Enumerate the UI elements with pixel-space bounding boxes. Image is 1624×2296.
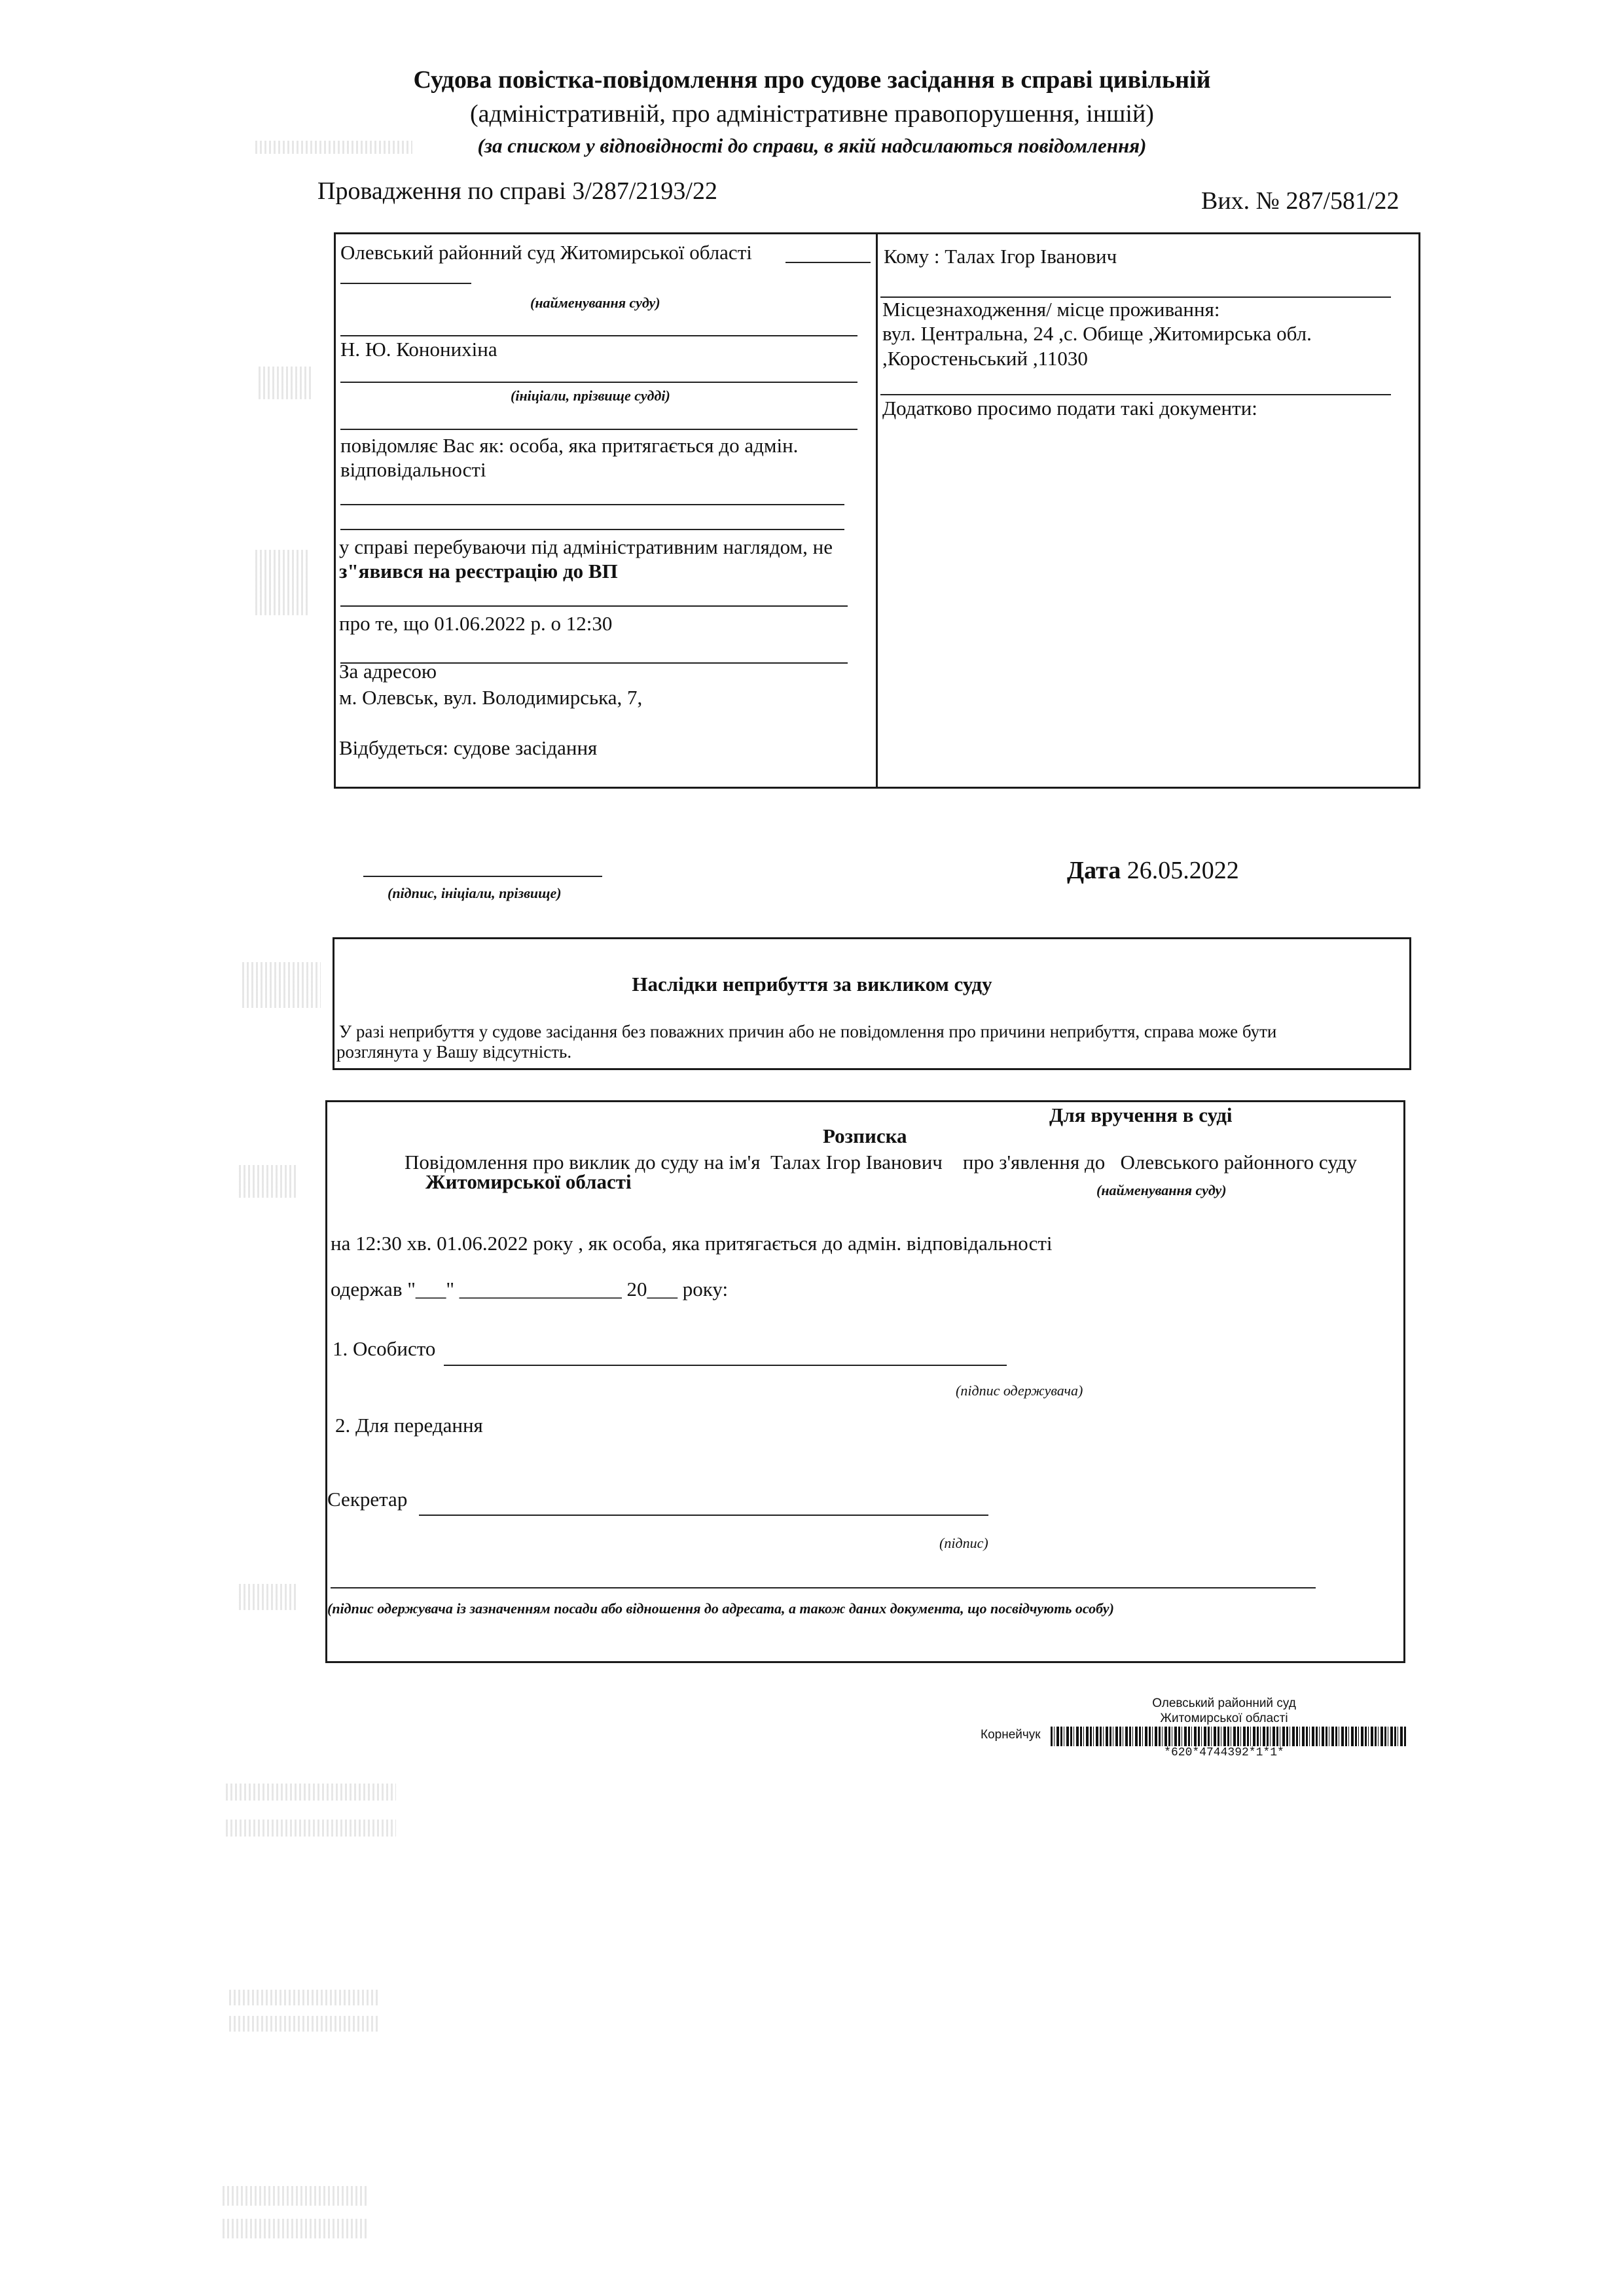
stamp-court-2: Житомирської області — [1160, 1712, 1288, 1725]
receipt-date: 01.06.2022 — [437, 1232, 528, 1255]
personally-label: 1. Особисто — [333, 1337, 436, 1360]
receipt-year-word: року , як — [533, 1232, 608, 1255]
receipt-notice-mid: про з'явлення до — [962, 1151, 1106, 1174]
hearing-address: м. Олевськ, вул. Володимирська, 7, — [339, 686, 643, 709]
receipt-datetime-line — [331, 1232, 1053, 1255]
for-transfer-label: 2. Для передання — [335, 1414, 483, 1437]
recipient-address-2: ,Коростеньський ,11030 — [882, 347, 1088, 370]
secretary-sign-caption: (підпис) — [939, 1535, 988, 1551]
hearing-time: 12:30 — [566, 612, 613, 635]
judge-line — [340, 382, 857, 383]
scan-artifact — [229, 1990, 380, 2005]
secretary-label: Секретар — [327, 1488, 408, 1511]
consequences-text-1: У разі неприбуття у судове засідання без поважних причин або не повідомлення про причини неприбуття, справа може бути — [339, 1022, 1277, 1041]
notify-line-rule-2 — [340, 529, 844, 530]
to-label: Кому : — [884, 245, 940, 268]
about-label: про те, що — [339, 612, 429, 635]
scan-artifact — [239, 1165, 298, 1198]
receipt-time-unit: хв. — [406, 1232, 432, 1255]
hearing-date: 01.06.2022 — [434, 612, 526, 635]
address-rule — [880, 394, 1391, 395]
scan-artifact — [223, 2186, 367, 2206]
consequences-text-2: розглянута у Вашу відсутність. — [336, 1042, 572, 1062]
signature-caption: (підпис, ініціали, прізвище) — [388, 885, 562, 901]
hearing-date-suffix: р. о — [530, 612, 562, 635]
notify-line — [340, 434, 798, 457]
barcode-code: *620*4744392*1*1* — [1164, 1746, 1284, 1759]
receipt-court: Олевського районного суду — [1120, 1151, 1358, 1174]
signature-line — [363, 876, 602, 877]
receipt-title: Розписка — [823, 1124, 907, 1147]
event-label: Відбудеться: — [339, 736, 449, 759]
issue-date-line — [1067, 856, 1239, 885]
received-line: одержав "___" ________________ 20___ року: — [331, 1278, 729, 1300]
footer-caption: (підпис одержувача із зазначенням посади або відношення до адресата, а також даних документа, що посвідчують особу) — [327, 1600, 1114, 1617]
document-subtitle: (адміністративній, про адміністративне правопорушення, іншій) — [470, 100, 1154, 128]
hearing-datetime-line — [339, 612, 612, 636]
case-text-1: у справі перебуваючи під адміністративним наглядом, не — [339, 535, 833, 558]
judge-name: Н. Ю. Кононихіна — [340, 338, 497, 361]
recipient-line — [884, 245, 1117, 268]
scan-artifact — [223, 2219, 367, 2238]
consequences-title: Наслідки неприбуття за викликом суду — [632, 973, 992, 996]
court-name-underline — [785, 262, 871, 263]
documents-label: Додатково просимо подати такі документи: — [882, 397, 1257, 420]
stamp-court-1: Олевський районний суд — [1152, 1696, 1296, 1710]
stamp-clerk: Корнейчук — [981, 1728, 1041, 1742]
document-title: Судова повістка-повідомлення про судове засідання в справі цивільній — [413, 66, 1211, 94]
receipt-court-caption: (найменування суду) — [1096, 1182, 1227, 1198]
recipient-address-1: вул. Центральна, 24 ,с. Обище ,Житомирська обл. — [882, 322, 1312, 345]
event-value: судове засідання — [453, 736, 598, 759]
case-number: 3/287/2193/22 — [572, 177, 717, 205]
footer-signature-line — [331, 1587, 1316, 1588]
court-name: Олевський районний суд Житомирської області — [340, 241, 752, 264]
event-line — [339, 736, 597, 760]
court-caption: (найменування суду) — [530, 295, 660, 311]
personally-signature-line — [444, 1365, 1007, 1366]
recipient-name: Талах Ігор Іванович — [945, 245, 1117, 268]
issue-date: 26.05.2022 — [1127, 857, 1239, 884]
notify-line-rule — [340, 504, 844, 505]
court-name-underline-2 — [340, 283, 471, 284]
case-label: Провадження по справі — [317, 177, 566, 205]
receipt-notice-prefix: Повідомлення про виклик до суду на ім'я — [405, 1151, 761, 1174]
barcode — [1051, 1727, 1407, 1746]
column-divider — [876, 232, 878, 789]
notify-role: особа, яка притягається до адмін. — [509, 434, 799, 457]
notify-label: повідомляє Вас як: — [340, 434, 505, 457]
secretary-signature-line — [419, 1515, 988, 1516]
receipt-person-name: Талах Ігор Іванович — [770, 1151, 943, 1174]
notify-role-continued: відповідальності — [340, 458, 486, 481]
outgoing-number-line — [1201, 187, 1399, 215]
date-label: Дата — [1067, 857, 1121, 884]
scan-artifact — [255, 550, 308, 615]
for-court-label: Для вручення в суді — [1049, 1103, 1233, 1126]
address-label: За адресою — [339, 660, 437, 683]
recipient-signature-caption: (підпис одержувача) — [956, 1382, 1083, 1399]
document-note: (за списком у відповідності до справи, в якій надсилаються повідомлення) — [477, 134, 1147, 157]
case-text-rule — [340, 605, 848, 607]
location-label: Місцезнаходження/ місце проживання: — [882, 298, 1220, 321]
scan-artifact — [259, 367, 311, 399]
receipt-region: Житомирської області — [425, 1170, 632, 1193]
scan-artifact — [226, 1784, 396, 1801]
case-line — [317, 177, 717, 206]
outgoing-number: 287/581/22 — [1286, 187, 1399, 215]
scan-artifact — [239, 1584, 298, 1610]
receipt-role: особа, яка притягається до адмін. відповідальності — [612, 1232, 1053, 1255]
scan-artifact — [226, 1820, 396, 1837]
outgoing-label: Вих. № — [1201, 187, 1280, 215]
receipt-time-prefix: на — [331, 1232, 351, 1255]
receipt-time: 12:30 — [355, 1232, 402, 1255]
court-caption-line — [340, 335, 857, 336]
scan-artifact — [229, 2016, 380, 2032]
judge-caption: (ініціали, прізвище судді) — [511, 387, 670, 404]
judge-caption-line — [340, 429, 857, 430]
case-text-2: з"явився на реєстрацію до ВП — [339, 560, 618, 583]
